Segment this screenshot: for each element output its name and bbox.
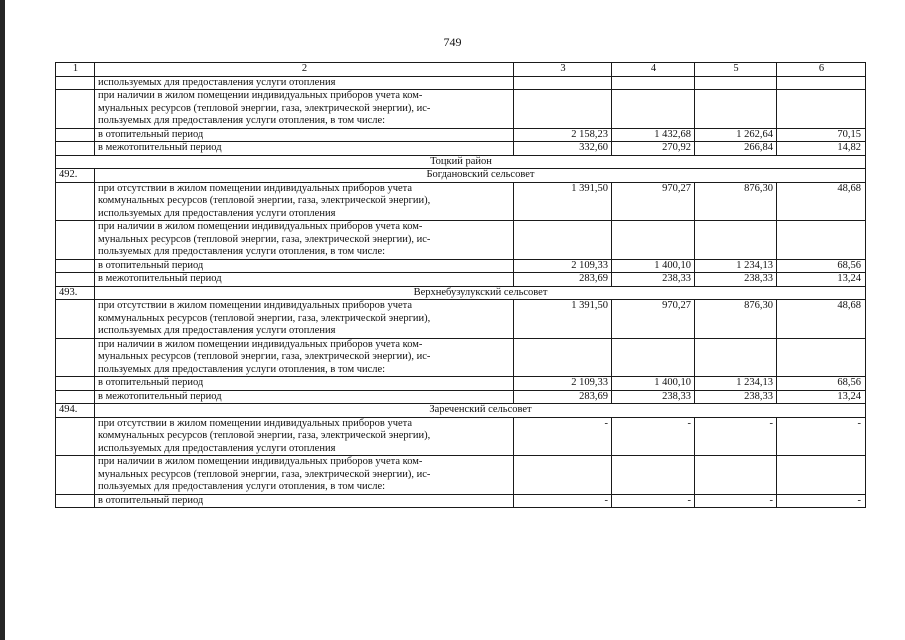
value-cell: 266,84 [695,142,777,156]
table-row [56,76,866,90]
district-title: Тоцкий район [56,155,866,169]
description-cell: в межотопительный период [95,273,514,287]
value-cell: 270,92 [612,142,695,156]
description-cell: при отсутствии в жилом помещении индивидуальных приборов учета коммунальных ресурсов (тепловой энергии, газа, электрической энергии), используемых для предоставления услуги отопления [95,300,514,339]
value-cell [695,76,777,90]
value-cell [514,221,612,260]
value-cell: - [777,494,866,508]
num-cell [56,259,95,273]
description-cell: при отсутствии в жилом помещении индивидуальных приборов учета коммунальных ресурсов (тепловой энергии, газа, электрической энергии), используемых для предоставления услуги отопления [95,182,514,221]
section-title-row [56,169,866,183]
num-cell [56,377,95,391]
table-row [56,338,866,377]
page-number: 749 [443,35,462,49]
value-cell [514,338,612,377]
num-cell [56,338,95,377]
num-cell [56,90,95,129]
value-cell: 68,56 [777,259,866,273]
header-cell: 5 [695,63,777,77]
table-row [56,221,866,260]
value-cell: 238,33 [612,390,695,404]
value-cell: 13,24 [777,273,866,287]
description-cell: используемых для предоставления услуги отопления [95,76,514,90]
description-cell: в отопительный период [95,259,514,273]
header-cell: 4 [612,63,695,77]
table-row [56,90,866,129]
value-cell [777,221,866,260]
description-cell: в отопительный период [95,128,514,142]
description-cell: в отопительный период [95,494,514,508]
value-cell [777,456,866,495]
value-cell: 283,69 [514,273,612,287]
num-cell [56,390,95,404]
value-cell [612,456,695,495]
description-cell: при наличии в жилом помещении индивидуальных приборов учета ком- мунальных ресурсов (тепловой энергии, газа, электрической энергии), ис- пользуемых для предоставления услуги отопления, в том числе: [95,221,514,260]
value-cell: 1 234,13 [695,377,777,391]
value-cell: 332,60 [514,142,612,156]
table-row [56,259,866,273]
description-cell: в межотопительный период [95,142,514,156]
value-cell: - [612,417,695,456]
value-cell: - [777,417,866,456]
value-cell: 970,27 [612,182,695,221]
value-cell [777,76,866,90]
header-cell: 1 [56,63,95,77]
num-cell [56,273,95,287]
table-row [56,456,866,495]
value-cell [612,221,695,260]
description-cell: при наличии в жилом помещении индивидуальных приборов учета ком- мунальных ресурсов (тепловой энергии, газа, электрической энергии), ис- пользуемых для предоставления услуги отопления, в том числе: [95,456,514,495]
num-cell [56,182,95,221]
num-cell [56,221,95,260]
value-cell [612,76,695,90]
value-cell [777,90,866,129]
value-cell: - [695,417,777,456]
scan-edge-rule [0,0,5,640]
value-cell: 68,56 [777,377,866,391]
table-row [56,142,866,156]
value-cell [695,456,777,495]
district-row [56,155,866,169]
table-row [56,494,866,508]
value-cell: 2 158,23 [514,128,612,142]
section-title: Зареченский сельсовет [95,404,866,418]
value-cell: 2 109,33 [514,377,612,391]
value-cell: 48,68 [777,300,866,339]
value-cell [695,338,777,377]
value-cell [514,76,612,90]
table-row [56,273,866,287]
table-row [56,390,866,404]
num-cell [56,456,95,495]
section-number: 494. [56,404,95,418]
table-row [56,182,866,221]
description-cell: при отсутствии в жилом помещении индивидуальных приборов учета коммунальных ресурсов (тепловой энергии, газа, электрической энергии), используемых для предоставления услуги отопления [95,417,514,456]
value-cell [514,456,612,495]
table-row [56,417,866,456]
description-cell: в отопительный период [95,377,514,391]
value-cell: - [514,494,612,508]
description-cell: при наличии в жилом помещении индивидуальных приборов учета ком- мунальных ресурсов (тепловой энергии, газа, электрической энергии), ис- пользуемых для предоставления услуги отопления, в том числе: [95,90,514,129]
tariff-table [55,62,866,508]
num-cell [56,300,95,339]
num-cell [56,494,95,508]
table-header-row [56,63,866,77]
table-row [56,377,866,391]
value-cell: 2 109,33 [514,259,612,273]
value-cell: 48,68 [777,182,866,221]
num-cell [56,142,95,156]
section-title: Верхнебузулукский сельсовет [95,286,866,300]
value-cell: 970,27 [612,300,695,339]
value-cell: 876,30 [695,182,777,221]
header-cell: 2 [95,63,514,77]
value-cell [695,90,777,129]
value-cell: 1 234,13 [695,259,777,273]
value-cell: 283,69 [514,390,612,404]
table-row [56,128,866,142]
num-cell [56,417,95,456]
description-cell: в межотопительный период [95,390,514,404]
section-number: 492. [56,169,95,183]
value-cell: 238,33 [695,390,777,404]
value-cell [695,221,777,260]
header-cell: 3 [514,63,612,77]
value-cell [514,90,612,129]
num-cell [56,76,95,90]
value-cell: 876,30 [695,300,777,339]
value-cell: 1 391,50 [514,182,612,221]
section-title-row [56,286,866,300]
value-cell: - [695,494,777,508]
value-cell: 1 432,68 [612,128,695,142]
value-cell: 70,15 [777,128,866,142]
section-title: Богдановский сельсовет [95,169,866,183]
value-cell [612,90,695,129]
value-cell: 1 262,64 [695,128,777,142]
value-cell: 1 400,10 [612,259,695,273]
value-cell [612,338,695,377]
section-number: 493. [56,286,95,300]
value-cell: 238,33 [612,273,695,287]
value-cell: - [514,417,612,456]
value-cell: 1 391,50 [514,300,612,339]
value-cell: 13,24 [777,390,866,404]
header-cell: 6 [777,63,866,77]
value-cell: 14,82 [777,142,866,156]
num-cell [56,128,95,142]
value-cell [777,338,866,377]
value-cell: - [612,494,695,508]
value-cell: 1 400,10 [612,377,695,391]
description-cell: при наличии в жилом помещении индивидуальных приборов учета ком- мунальных ресурсов (тепловой энергии, газа, электрической энергии), ис- пользуемых для предоставления услуги отопления, в том числе: [95,338,514,377]
value-cell: 238,33 [695,273,777,287]
section-title-row [56,404,866,418]
table-row [56,300,866,339]
